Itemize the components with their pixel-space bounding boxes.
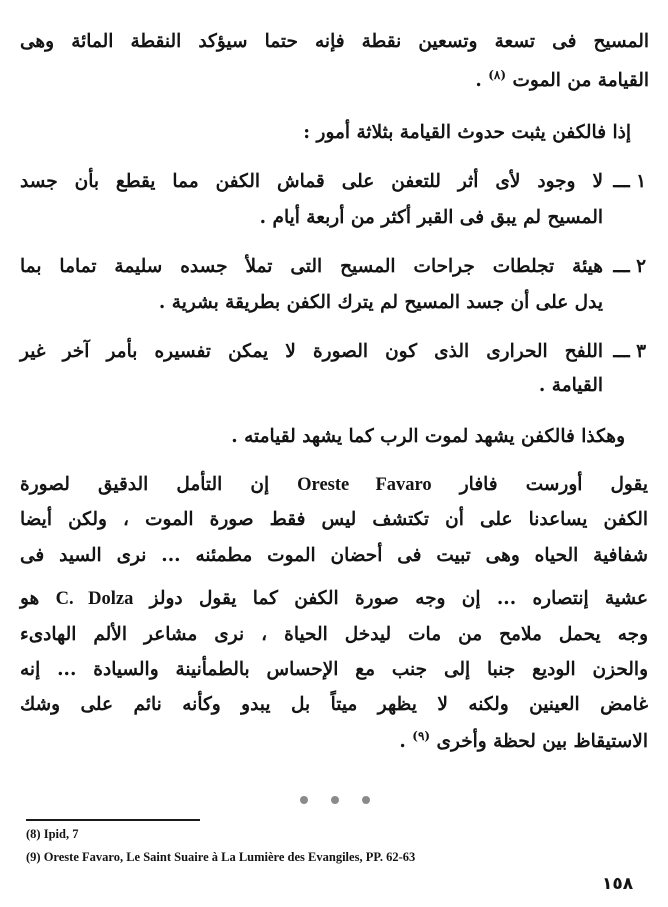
list-item-number: ١ ـــ — [613, 171, 646, 192]
separator-dot — [300, 796, 308, 804]
separator-dot — [331, 796, 339, 804]
list-item-line: المسيح لم يبق فى القبر أكثر من أربعة أيام . — [259, 207, 603, 228]
paragraph-line: غامض العينين ولكنه لا يظهر ميتاً بل يبدو وكأنه نائم على وشك — [20, 694, 648, 715]
paragraph-text: يقول أورست فافار — [459, 474, 648, 495]
sentence-end: . — [399, 731, 413, 752]
list-item-line: هيئة تجلطات جراحات المسيح التى تملأ جسده سليمة تماما بما — [20, 256, 603, 277]
section-separator — [300, 790, 370, 810]
footnote: (9) Oreste Favaro, Le Saint Suaire à La Lumière des Evangiles, PP. 62-63 — [26, 850, 416, 864]
separator-dot — [362, 796, 370, 804]
paragraph-text: إن التأمل الدقيق لصورة — [20, 474, 270, 495]
author-latin-name: Oreste Favaro — [297, 475, 432, 495]
list-item-line: لا وجود لأى أثر للتعفن على قماش الكفن مما يقطع بأن جسد — [20, 171, 603, 192]
paragraph-line: والحزن الوديع جنبا إلى جنب مع الإحساس بالطمأنينة والسيادة ... إنه — [20, 659, 648, 680]
paragraph-text: القيامة من الموت — [512, 70, 649, 91]
intro-line: إذا فالكفن يثبت حدوث القيامة بثلاثة أمور : — [303, 122, 631, 143]
sentence-end: . — [475, 70, 489, 91]
summary-line: وهكذا فالكفن يشهد لموت الرب كما يشهد لقيامته . — [231, 426, 625, 447]
list-item-number: ٣ ـــ — [613, 341, 646, 362]
paragraph-line: المسيح فى تسعة وتسعين نقطة فإنه حتما سيؤكد النقطة المائة وهى — [20, 31, 649, 52]
paragraph-line — [20, 66, 649, 96]
footnote-reference: (٨) — [488, 67, 507, 82]
list-item-number: ٢ ـــ — [613, 256, 646, 277]
paragraph-text: هو — [20, 588, 40, 609]
paragraph-text: الاستيقاظ بين لحظة وأخرى — [436, 731, 648, 752]
paragraph-line: الكفن يساعدنا على أن تكتشف ليس فقط صورة الموت ، ولكن أيضا — [20, 509, 648, 530]
paragraph-line — [20, 727, 648, 757]
footnote-reference: (٩) — [412, 728, 431, 743]
page-number: ١٥٨ — [602, 874, 634, 894]
paragraph-line: وجه يحمل ملامح من مات ليدخل الحياة ، نرى مشاعر الألم الهادىء — [20, 624, 648, 645]
list-item-line: اللفح الحرارى الذى كون الصورة لا يمكن تفسيره بأمر آخر غير — [20, 341, 603, 362]
author-latin-name: C. Dolza — [55, 589, 134, 609]
list-item-line: يدل على أن جسد المسيح لم يترك الكفن بطريقة بشرية . — [158, 292, 603, 313]
paragraph-line: شفافية الحياه وهى تبيت فى أحضان الموت مطمئنه ... نرى السيد فى — [20, 545, 648, 566]
footnote: (8) Ipid, 7 — [26, 827, 79, 841]
paragraph-text: عشية إنتصاره ... إن وجه صورة الكفن كما يقول دولز — [149, 588, 648, 609]
paragraph-line — [20, 470, 648, 500]
footnote-divider — [26, 819, 200, 821]
paragraph-line — [20, 584, 648, 614]
list-item-line: القيامة . — [538, 375, 603, 396]
